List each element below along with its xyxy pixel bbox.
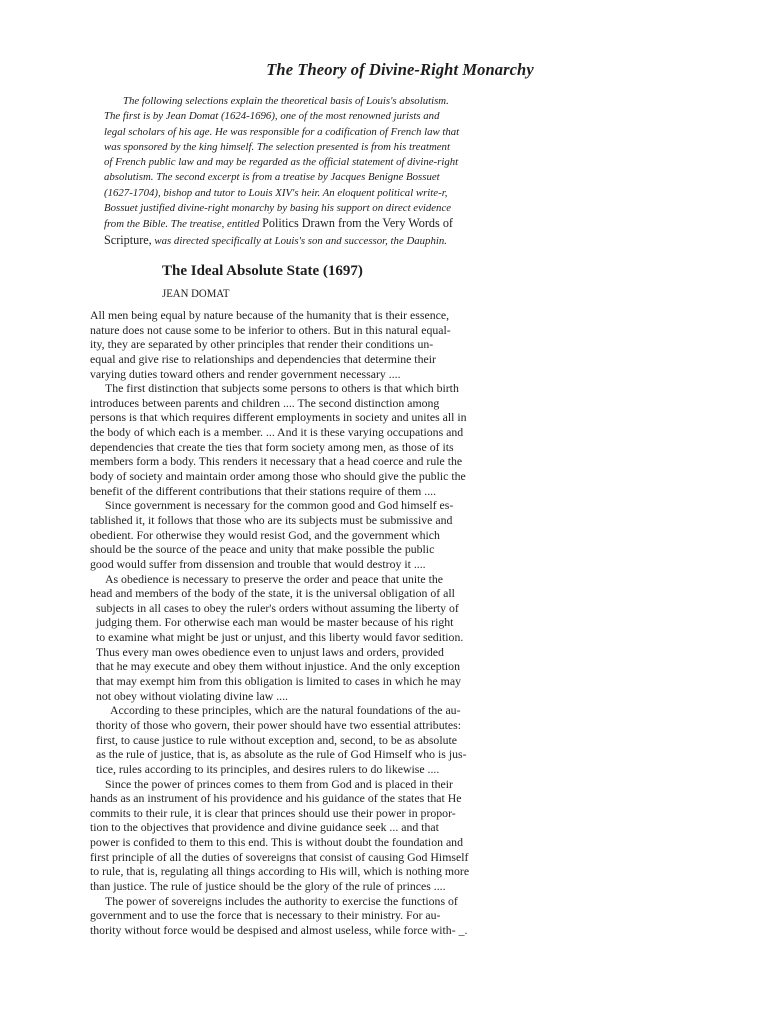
- body-line: as the rule of justice, that is, as absolute as the rule of God Himself who is jus-: [96, 747, 467, 762]
- intro-line: [104, 216, 484, 232]
- body-line: not obey without violating divine law ....: [96, 688, 289, 703]
- intro-text: from the Bible. The treatise, entitled: [104, 218, 263, 231]
- body-line: should be the source of the peace and unity that make possible the public: [90, 542, 435, 557]
- body-line: tion to the objectives that providence and divine guidance seek ... and that: [90, 820, 439, 835]
- body-line: According to these principles, which are the natural foundations of the au-: [110, 703, 461, 718]
- body-line: judging them. For otherwise each man would be master because of his right: [96, 615, 454, 630]
- body-line: hands as an instrument of his providence and his guidance of the states that He: [90, 791, 462, 806]
- body-line: The first distinction that subjects some persons to others is that which birth: [105, 381, 459, 396]
- body-line: nature does not cause some to be inferior to others. But in this natural equal-: [90, 322, 451, 337]
- body-line: varying duties toward others and render government necessary ....: [90, 366, 401, 381]
- intro-text: was directed specifically at Louis's son and successor, the Dauphin.: [151, 234, 447, 247]
- body-line: dependencies that create the ties that form society among men, as those of its: [90, 439, 454, 454]
- intro-line: The following selections explain the theoretical basis of Louis's absolutism.: [123, 95, 449, 107]
- body-line: Thus every man owes obedience even to unjust laws and orders, provided: [96, 644, 444, 659]
- intro-line: (1627-1704), bishop and tutor to Louis XIV's heir. An eloquent political write-r,: [104, 186, 448, 199]
- body-line: The power of sovereigns includes the authority to exercise the functions of: [105, 893, 458, 908]
- body-line: power is confided to them to this end. This is without doubt the foundation and: [90, 835, 463, 850]
- intro-line: legal scholars of his age. He was responsible for a codification of French law that: [104, 125, 460, 138]
- body-line: thority without force would be despised and almost useless, while force with- _.: [90, 922, 468, 937]
- body-line: As obedience is necessary to preserve the order and peace that unite the: [105, 571, 444, 586]
- page-title: The Theory of Divine-Right Monarchy: [266, 60, 534, 79]
- intro-paragraph: [104, 94, 484, 249]
- body-line: tablished it, it follows that those who are its subjects must be submissive and: [90, 512, 453, 527]
- body-text: [90, 308, 520, 938]
- section-title: The Ideal Absolute State (1697): [162, 263, 363, 279]
- body-line: introduces between parents and children .... The second distinction among: [90, 395, 440, 410]
- intro-line: of French public law and may be regarded as the official statement of divine-right: [104, 156, 459, 169]
- body-line: tice, rules according to its principles, and desires rulers to do likewise ....: [96, 761, 440, 776]
- body-line: All men being equal by nature because of the humanity that is their essence,: [90, 308, 450, 322]
- body-line: first principle of all the duties of sovereigns that consist of causing God Himself: [90, 849, 469, 864]
- body-line: thority of those who govern, their power should have two essential attributes:: [96, 717, 461, 732]
- body-line: the body of which each is a member. ... And it is these varying occupations and: [90, 425, 464, 440]
- intro-line: Bossuet justified divine-right monarchy by basing his support on direct evidence: [104, 202, 452, 215]
- body-line: first, to cause justice to rule without exception and, second, to be as absolute: [96, 732, 458, 747]
- intro-line: [104, 233, 484, 249]
- book-title: Scripture,: [104, 232, 152, 247]
- body-line: members form a body. This renders it necessary that a head coerce and rule the: [90, 454, 463, 469]
- body-line: that may exempt him from this obligation is limited to cases in which he may: [96, 674, 461, 689]
- body-line: commits to their rule, it is clear that princes should use their power in propor-: [90, 805, 456, 820]
- intro-line: The first is by Jean Domat (1624-1696), one of the most renowned jurists and: [104, 110, 440, 123]
- body-line: to rule, that is, regulating all things according to His will, which is nothing more: [90, 864, 470, 879]
- section-author: JEAN DOMAT: [162, 286, 230, 300]
- body-line: ity, they are separated by other principles that render their conditions un-: [90, 337, 434, 352]
- intro-line: absolutism. The second excerpt is from a treatise by Jacques Benigne Bossuet: [104, 171, 440, 184]
- body-line: Since the power of princes comes to them from God and is placed in their: [105, 776, 453, 791]
- body-line: than justice. The rule of justice should be the glory of the rule of princes ....: [90, 878, 446, 893]
- intro-line: was sponsored by the king himself. The selection presented is from his treatment: [104, 140, 450, 153]
- body-line: head and members of the body of the state, it is the universal obligation of all: [90, 586, 455, 601]
- body-line: good would suffer from dissension and trouble that would destroy it ....: [90, 556, 426, 571]
- body-line: to examine what might be just or unjust, and this liberty would favor sedition.: [96, 630, 464, 645]
- body-line: equal and give rise to relationships and dependencies that determine their: [90, 351, 436, 366]
- book-title: Politics Drawn from the Very Words of: [262, 216, 453, 231]
- body-line: obedient. For otherwise they would resist God, and the government which: [90, 527, 440, 542]
- body-line: Since government is necessary for the common good and God himself es-: [105, 498, 454, 513]
- body-line: persons is that which requires different employments in society and unites all in: [90, 410, 467, 425]
- body-line: that he may execute and obey them without injustice. And the only exception: [96, 659, 460, 674]
- body-line: benefit of the different contributions that their stations require of them ....: [90, 483, 437, 498]
- body-line: government and to use the force that is necessary to their ministry. For au-: [90, 908, 441, 923]
- body-line: body of society and maintain order among those who should give the public the: [90, 469, 466, 484]
- body-line: subjects in all cases to obey the ruler's orders without assuming the liberty of: [96, 600, 459, 615]
